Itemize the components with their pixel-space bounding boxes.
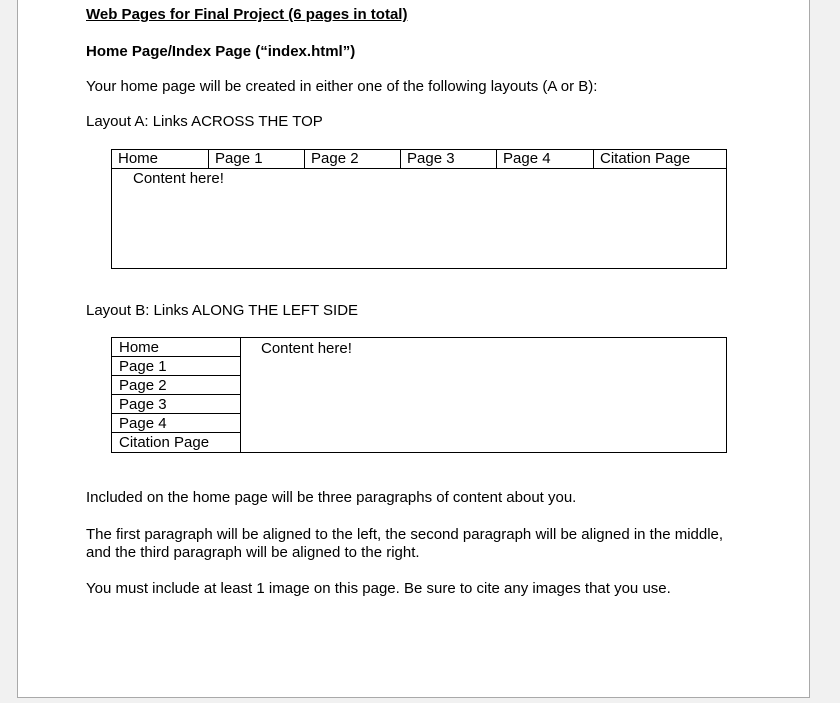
layout-b-nav-citation-page: Citation Page [119,434,210,451]
layout-b-nav-column [112,338,241,452]
layout-a-nav-bar [112,150,726,169]
layout-b-nav-page-1: Page 1 [112,357,240,376]
layout-a-nav-citation-page: Citation Page [600,150,691,167]
layout-a-nav-page-2: Page 2 [305,150,401,168]
intro-text: Your home page will be created in either one of the following layouts (A or B): [86,78,598,95]
layout-a-nav-page-4: Page 4 [497,150,594,168]
layout-a-nav-home: Home [112,150,209,168]
section-subtitle: Home Page/Index Page (“index.html”) [86,43,356,60]
paragraph-2-line-1: The first paragraph will be aligned to the left, the second paragraph will be aligned in the middle, [86,526,724,543]
layout-b-content: Content here! [261,340,352,357]
layout-b-nav-page-4: Page 4 [112,414,240,433]
layout-b-label: Layout B: Links ALONG THE LEFT SIDE [86,302,359,319]
layout-a-label: Layout A: Links ACROSS THE TOP [86,113,323,130]
paragraph-2-line-2: and the third paragraph will be aligned to the right. [86,544,420,561]
document-title: Web Pages for Final Project (6 pages in total) [86,6,408,23]
document-page [17,0,810,698]
layout-b-nav-home: Home [112,338,240,357]
paragraph-1: Included on the home page will be three paragraphs of content about you. [86,489,577,506]
layout-a-content: Content here! [133,170,224,187]
layout-b-diagram [111,337,727,453]
layout-b-nav-page-3: Page 3 [112,395,240,414]
layout-a-diagram [111,149,727,269]
layout-b-nav-page-2: Page 2 [112,376,240,395]
paragraph-3: You must include at least 1 image on this page. Be sure to cite any images that you use. [86,580,671,597]
layout-a-nav-page-3: Page 3 [401,150,497,168]
layout-a-nav-page-1: Page 1 [209,150,305,168]
